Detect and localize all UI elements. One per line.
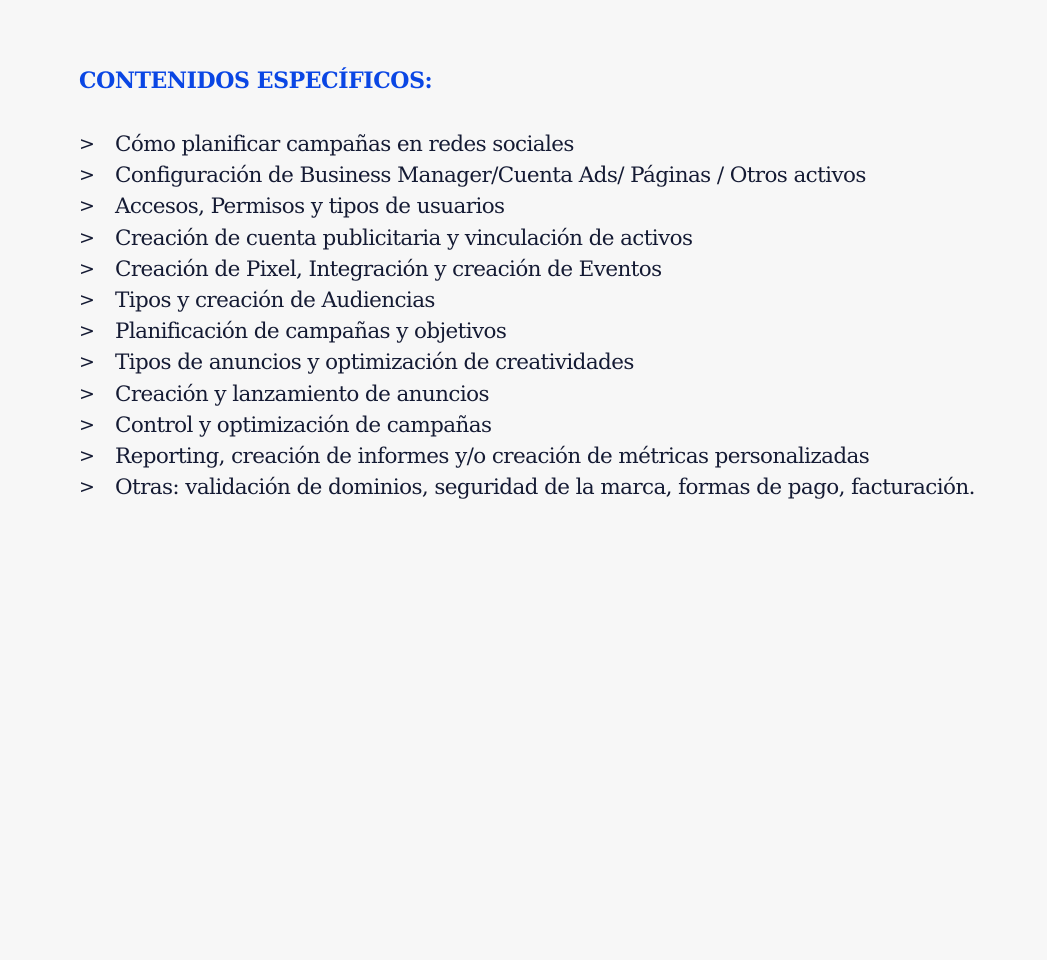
- list-item-text: Accesos, Permisos y tipos de usuarios: [115, 194, 505, 220]
- list-item-text: Tipos de anuncios y optimización de creatividades: [115, 350, 634, 376]
- bullet-marker: >: [79, 164, 95, 187]
- content-list: [79, 129, 989, 503]
- list-item: [79, 410, 989, 441]
- list-item: [79, 347, 989, 378]
- bullet-marker: >: [79, 413, 95, 436]
- bullet-marker: >: [79, 351, 95, 374]
- list-item-text: Control y optimización de campañas: [115, 412, 492, 438]
- list-item-text: Creación de Pixel, Integración y creación de Eventos: [115, 256, 662, 282]
- list-item: [79, 254, 989, 285]
- list-item: [79, 191, 989, 222]
- bullet-marker: >: [79, 382, 95, 405]
- list-item: [79, 316, 989, 347]
- list-item-text: Otras: validación de dominios, seguridad de la marca, formas de pago, facturación.: [115, 475, 975, 501]
- bullet-marker: >: [79, 289, 95, 312]
- bullet-marker: >: [79, 226, 95, 249]
- bullet-marker: >: [79, 320, 95, 343]
- list-item-text: Creación y lanzamiento de anuncios: [115, 381, 489, 407]
- list-item-text: Tipos y creación de Audiencias: [115, 288, 435, 314]
- list-item: [79, 160, 989, 191]
- list-item: [79, 285, 989, 316]
- section-heading: CONTENIDOS ESPECÍFICOS:: [79, 68, 433, 94]
- list-item-text: Configuración de Business Manager/Cuenta Ads/ Páginas / Otros activos: [115, 163, 866, 189]
- list-item: [79, 223, 989, 254]
- list-item-text: Creación de cuenta publicitaria y vinculación de activos: [115, 225, 693, 251]
- bullet-marker: >: [79, 257, 95, 280]
- bullet-marker: >: [79, 445, 95, 468]
- list-item: [79, 441, 989, 472]
- list-item-text: Reporting, creación de informes y/o creación de métricas personalizadas: [115, 444, 870, 470]
- bullet-marker: >: [79, 476, 95, 499]
- bullet-marker: >: [79, 133, 95, 155]
- list-item: [79, 472, 989, 503]
- bullet-marker: >: [79, 195, 95, 218]
- list-item-text: Planificación de campañas y objetivos: [115, 319, 507, 345]
- list-item: [79, 129, 989, 160]
- list-item-text: Cómo planificar campañas en redes sociales: [115, 132, 574, 157]
- list-item: [79, 379, 989, 410]
